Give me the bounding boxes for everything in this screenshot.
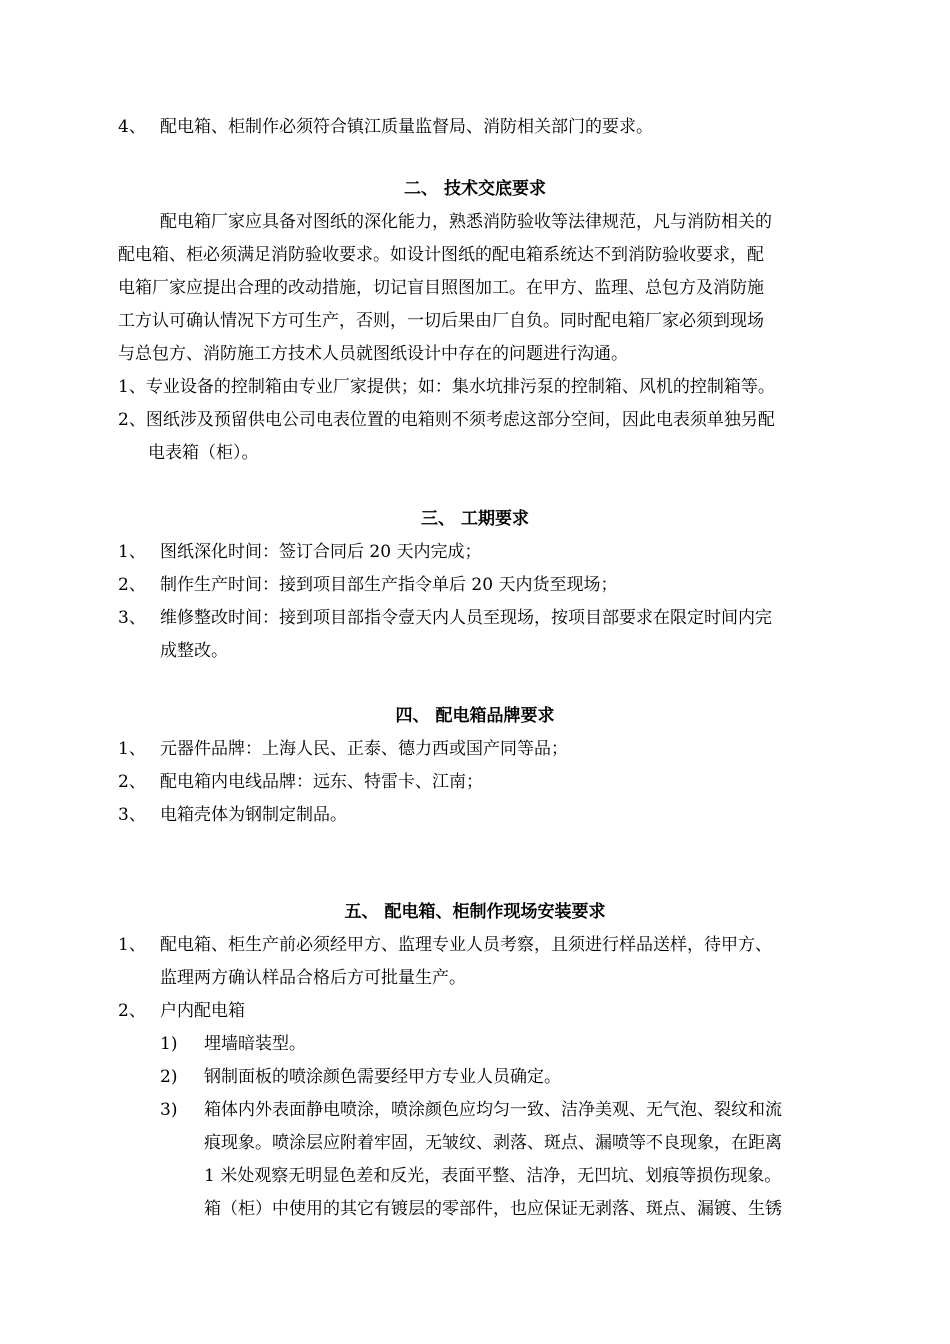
item-text: 户内配电箱: [160, 1001, 245, 1021]
list-item: 1、专业设备的控制箱由专业厂家提供；如：集水坑排污泵的控制箱、风机的控制箱等。: [118, 377, 775, 397]
item-text: 维修整改时间：接到项目部指令壹天内人员至现场，按项目部要求在限定时间内完: [160, 608, 772, 628]
section-heading: 二、 技术交底要求: [404, 179, 546, 199]
item-text: 元器件品牌：上海人民、正泰、德力西或国产同等品；: [160, 739, 568, 759]
list-item: 2、图纸涉及预留供电公司电表位置的电箱则不须考虑这部分空间，因此电表须单独另配: [118, 410, 775, 430]
section-heading: 五、 配电箱、柜制作现场安装要求: [344, 902, 606, 922]
item-number: 1、: [118, 739, 146, 759]
item-number: 1、: [118, 542, 146, 562]
item-text: 电箱壳体为钢制定制品。: [160, 805, 347, 825]
item-number: 2、: [118, 575, 146, 595]
sub-item-continuation: 1 米处观察无明显色差和反光，表面平整、洁净，无凹坑、划痕等损伤现象。: [204, 1166, 782, 1186]
list-item-continuation: 成整改。: [160, 641, 228, 661]
item-number: 2、: [118, 772, 146, 792]
sub-item-text: 钢制面板的喷涂颜色需要经甲方专业人员确定。: [204, 1067, 561, 1087]
item-number: 4、: [118, 117, 146, 137]
sub-item-text: 箱体内外表面静电喷涂，喷涂颜色应均匀一致、洁净美观、无气泡、裂纹和流: [204, 1100, 782, 1120]
item-text: 配电箱内电线品牌：远东、特雷卡、江南；: [160, 772, 483, 792]
item-number: 1、: [118, 935, 146, 955]
sub-item-number: 2): [160, 1067, 178, 1087]
item-text: 图纸深化时间：签订合同后 20 天内完成；: [160, 542, 482, 562]
list-item-continuation: 电表箱（柜）。: [148, 443, 259, 463]
sub-item-number: 1): [160, 1034, 178, 1054]
sub-item-continuation: 痕现象。喷涂层应附着牢固，无皱纹、剥落、斑点、漏喷等不良现象，在距离: [204, 1133, 782, 1153]
paragraph-line: 工方认可确认情况下方可生产，否则，一切后果由厂自负。同时配电箱厂家必须到现场: [118, 311, 764, 331]
list-item-continuation: 监理两方确认样品合格后方可批量生产。: [160, 968, 466, 988]
sub-item-text: 埋墙暗装型。: [204, 1034, 306, 1054]
sub-item-number: 3): [160, 1100, 178, 1120]
section-heading: 四、 配电箱品牌要求: [395, 706, 555, 726]
paragraph-line: 与总包方、消防施工方技术人员就图纸设计中存在的问题进行沟通。: [118, 344, 628, 364]
item-number: 2、: [118, 1001, 146, 1021]
sub-item-continuation: 箱（柜）中使用的其它有镀层的零部件，也应保证无剥落、斑点、漏镀、生锈: [204, 1199, 782, 1219]
item-number: 3、: [118, 805, 146, 825]
section-heading: 三、 工期要求: [421, 509, 529, 529]
paragraph-line: 配电箱厂家应具备对图纸的深化能力，熟悉消防验收等法律规范，凡与消防相关的: [160, 212, 772, 232]
item-number: 3、: [118, 608, 146, 628]
item-text: 配电箱、柜制作必须符合镇江质量监督局、消防相关部门的要求。: [160, 117, 653, 137]
item-text: 配电箱、柜生产前必须经甲方、监理专业人员考察，且须进行样品送样，待甲方、: [160, 935, 772, 955]
paragraph-line: 电箱厂家应提出合理的改动措施，切记盲目照图加工。在甲方、监理、总包方及消防施: [118, 278, 764, 298]
paragraph-line: 配电箱、柜必须满足消防验收要求。如设计图纸的配电箱系统达不到消防验收要求，配: [118, 245, 764, 265]
item-text: 制作生产时间：接到项目部生产指令单后 20 天内货至现场；: [160, 575, 618, 595]
